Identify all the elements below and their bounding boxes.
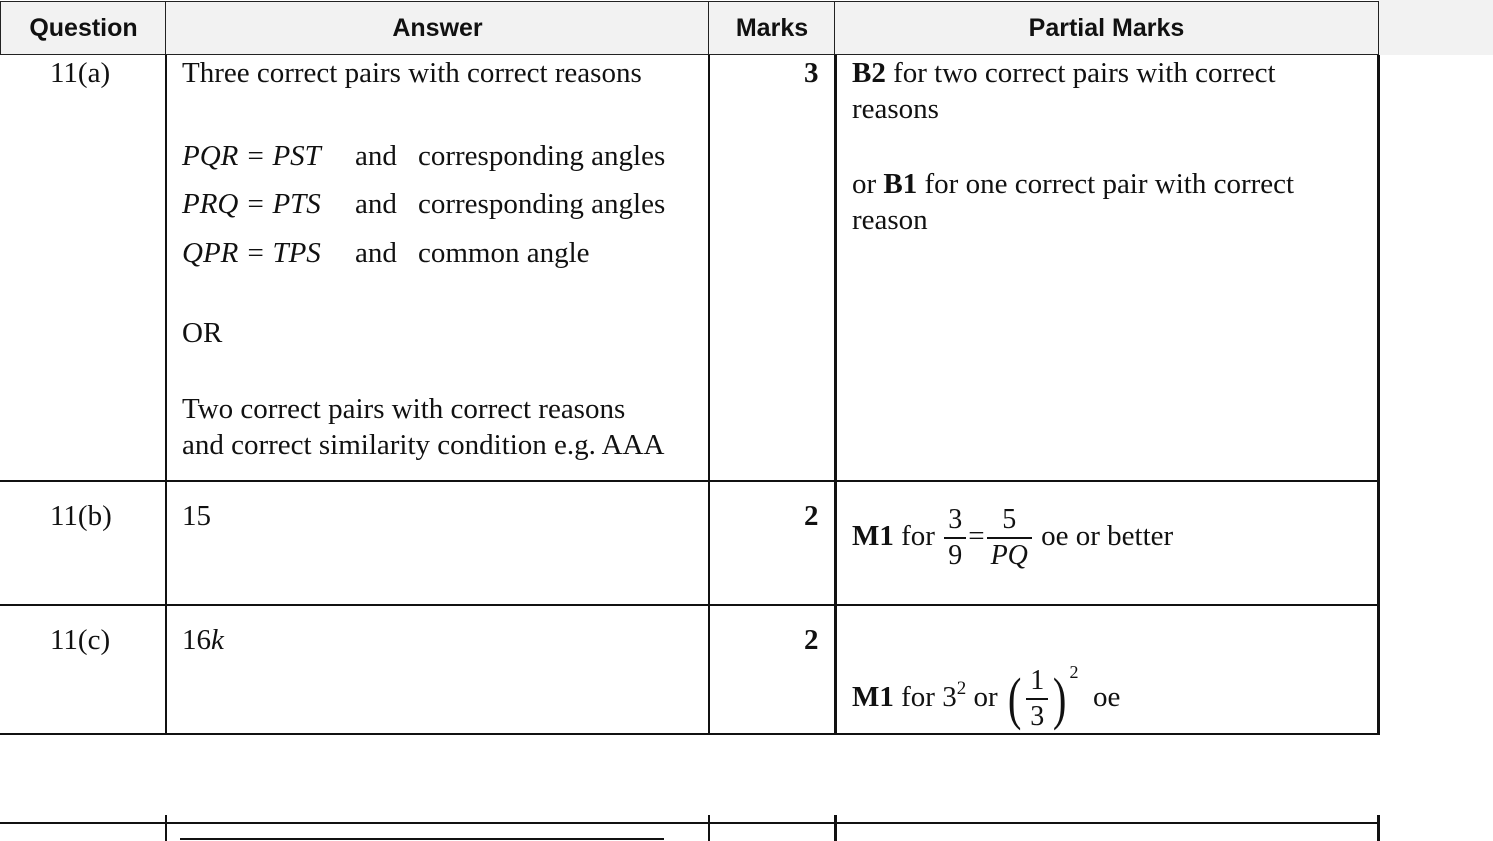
mark-code: M1 (852, 520, 894, 552)
partial-text: oe (1093, 681, 1121, 713)
next-table-col2 (708, 815, 710, 841)
grid-line-col3 (834, 55, 837, 735)
fraction-denominator: 3 (1026, 698, 1048, 731)
answer-variable: k (211, 624, 224, 656)
question-number: 11(b) (50, 500, 112, 532)
next-table-col1 (165, 815, 167, 841)
outer-exponent: 2 (1069, 662, 1079, 682)
exponent: 2 (956, 678, 967, 699)
answer-pair-and: and (355, 188, 397, 220)
partial-b1-line1 (852, 166, 1294, 202)
partial-b1-line2: reason (852, 204, 928, 236)
row-divider-c (0, 733, 1380, 735)
answer-or: OR (182, 317, 223, 349)
right-parenthesis: ) (1053, 666, 1067, 732)
equals-sign: = (968, 520, 985, 552)
fraction (1026, 667, 1048, 731)
fraction-numerator: 1 (1030, 665, 1045, 697)
header-marks: Marks (708, 1, 836, 55)
partial-text: or (852, 168, 884, 200)
header-strip-background (1378, 0, 1493, 55)
fraction-numerator: 5 (1002, 504, 1017, 536)
partial-text: oe or better (1033, 520, 1174, 552)
partial-b2-line2: reasons (852, 93, 939, 125)
answer-value (182, 622, 224, 658)
answer-pair-reason: common angle (418, 237, 590, 269)
partial-text: for two correct pairs with correct (885, 57, 1276, 89)
next-table-top-border (0, 822, 1380, 824)
partial-m1-formula (852, 500, 1173, 572)
answer-coefficient: 16 (182, 624, 211, 656)
answer-intro: Three correct pairs with correct reasons (182, 57, 642, 89)
grid-line-right (1377, 55, 1380, 735)
answer-pair-and: and (355, 140, 397, 172)
next-table-inner-rule (180, 838, 664, 840)
partial-m1-formula (852, 636, 1120, 733)
fraction-numerator: 3 (948, 504, 963, 536)
partial-b2-line1 (852, 55, 1276, 91)
answer-alternative-line1: Two correct pairs with correct reasons (182, 393, 626, 425)
next-table-right (1377, 815, 1380, 841)
answer-pair-equation: QPR = TPS (182, 237, 321, 269)
fraction-denominator: PQ (987, 537, 1032, 570)
grid-line-col2 (708, 55, 710, 735)
header-partial-marks: Partial Marks (834, 1, 1379, 55)
row-divider-b (0, 604, 1380, 606)
fraction (944, 506, 966, 570)
left-parenthesis: ( (1007, 666, 1022, 732)
next-table-col3 (834, 815, 837, 841)
header-question: Question (0, 1, 167, 55)
marks-value: 2 (804, 624, 819, 656)
marks-value: 3 (804, 57, 819, 89)
fraction (987, 506, 1032, 570)
mark-code: M1 (852, 681, 894, 713)
marks-value: 2 (804, 500, 819, 532)
partial-text: for (893, 520, 943, 552)
row-divider-a (0, 480, 1380, 482)
answer-pair-and: and (355, 237, 397, 269)
mark-code: B2 (852, 57, 886, 89)
answer-value: 15 (182, 500, 211, 532)
header-answer: Answer (165, 1, 710, 55)
partial-text: or (966, 681, 1005, 713)
question-number: 11(c) (50, 624, 111, 656)
fraction-denominator: 9 (944, 537, 966, 570)
answer-pair-equation: PQR = PST (182, 140, 321, 172)
question-number: 11(a) (50, 57, 111, 89)
answer-pair-reason: corresponding angles (418, 140, 666, 172)
answer-pair-reason: corresponding angles (418, 188, 666, 220)
answer-pair-equation: PRQ = PTS (182, 188, 321, 220)
partial-text: for 3 (893, 681, 957, 713)
grid-line-col1 (165, 55, 167, 735)
answer-alternative-line2: and correct similarity condition e.g. AAA (182, 429, 665, 461)
mark-code: B1 (883, 168, 918, 200)
partial-text: for one correct pair with correct (917, 168, 1295, 200)
